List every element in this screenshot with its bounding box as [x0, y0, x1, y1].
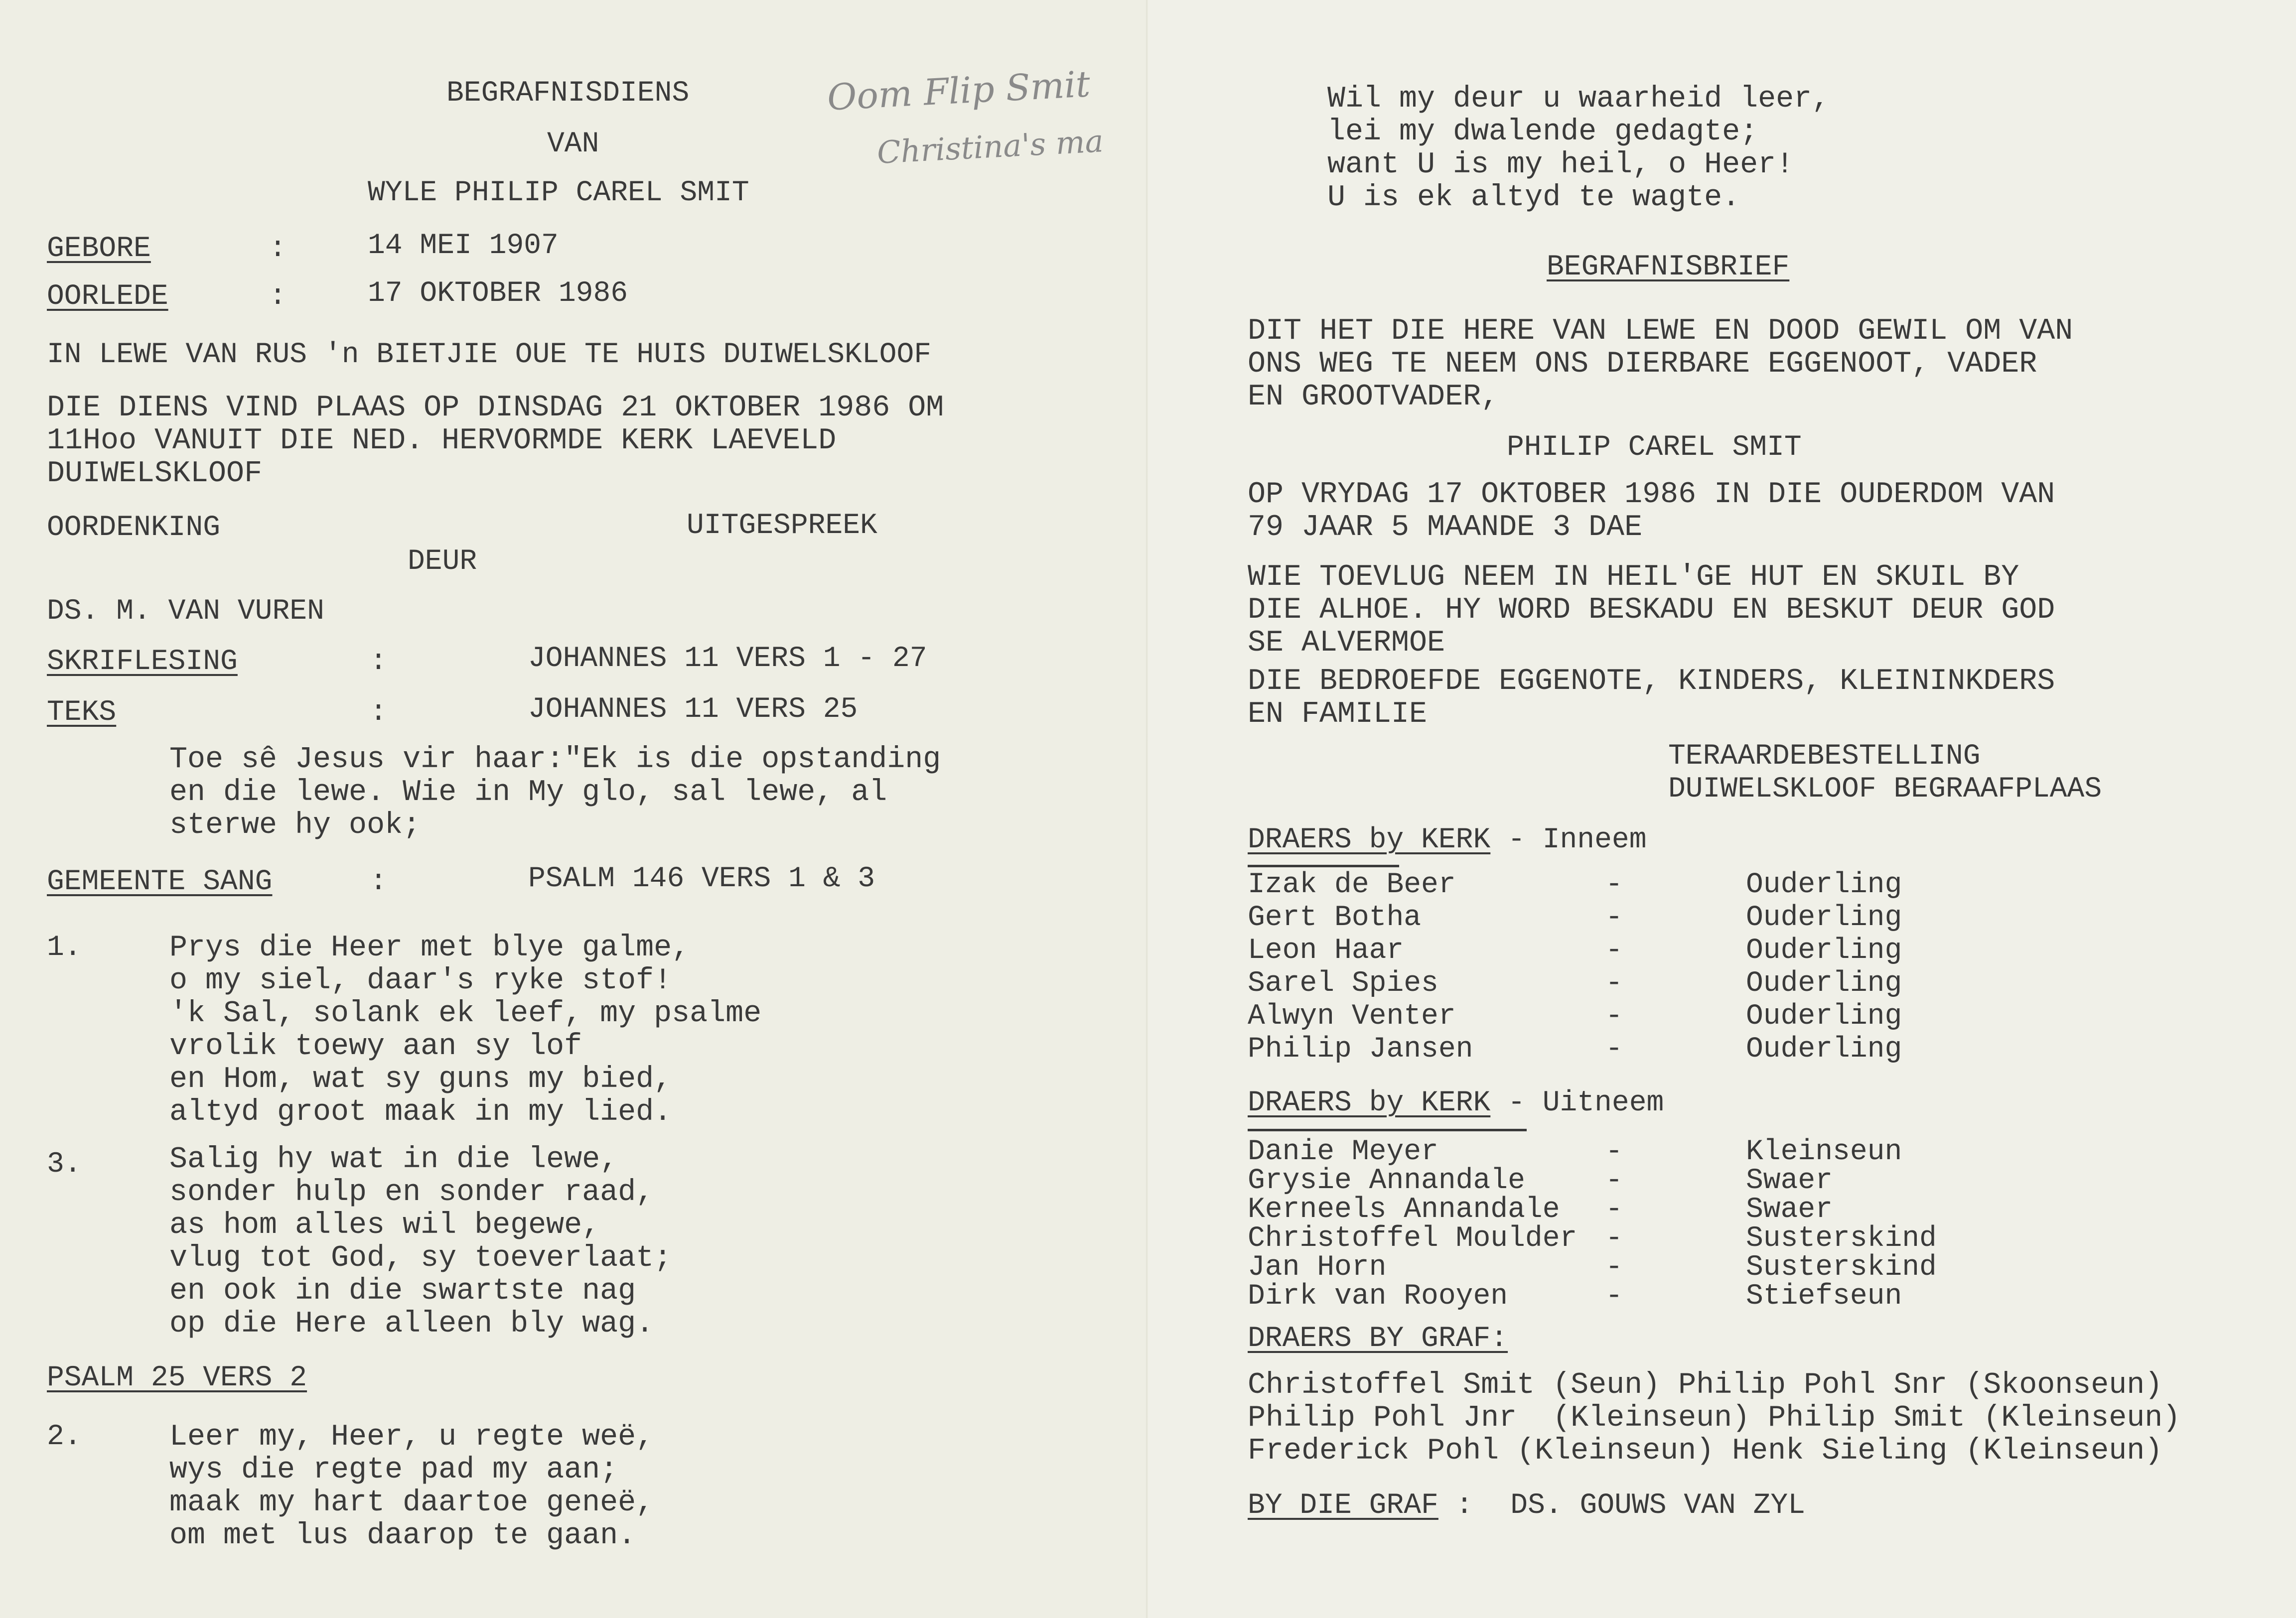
bearer-dash: - — [1605, 1000, 1623, 1033]
grave-bearers-list: Christoffel Smit (Seun) Philip Pohl Snr (Skoonseun) Philip Pohl Jnr (Kleinseun) Philip Smit (Kleinseun) Frederick Pohl (Kleinseun) Henk Sieling (Kleinseun) — [1248, 1368, 2181, 1468]
bearer-name: Sarel Spies — [1248, 967, 1438, 1000]
bearers-out-suffix: - Uitneem — [1490, 1087, 1664, 1119]
bearer-row — [1248, 1136, 2145, 1168]
bearer-role: Susterskind — [1746, 1222, 1937, 1255]
bearer-dash: - — [1605, 1222, 1623, 1255]
title-line-1: BEGRAFNISDIENS — [446, 77, 690, 110]
bearer-name: Kerneels Annandale — [1248, 1194, 1560, 1226]
text-label: TEKS — [47, 696, 117, 729]
at-grave-colon: : — [1438, 1489, 1491, 1522]
at-grave-value: DS. GOUWS VAN ZYL — [1510, 1489, 1805, 1522]
rest-home: IN LEWE VAN RUS 'n BIETJIE OUE TE HUIS DUIWELSKLOOF — [47, 339, 932, 371]
song-colon: : — [370, 866, 387, 898]
bearer-name: Philip Jansen — [1248, 1033, 1473, 1066]
bearers-in-underline — [1248, 824, 1399, 867]
born-colon: : — [269, 233, 287, 265]
deceased-name: PHILIP CAREL SMIT — [1507, 431, 1802, 464]
bearer-role: Susterskind — [1746, 1251, 1937, 1284]
bearer-name: Danie Meyer — [1248, 1136, 1438, 1168]
bearer-role: Ouderling — [1746, 967, 1902, 1000]
bearer-dash: - — [1605, 935, 1623, 967]
bearer-name: Dirk van Rooyen — [1248, 1280, 1508, 1313]
bearer-name: Gert Botha — [1248, 902, 1422, 934]
died-colon: : — [269, 280, 287, 313]
stanza-2-number: 2. — [47, 1421, 82, 1453]
mourners: DIE BEDROEFDE EGGENOTE, KINDERS, KLEININKDERS EN FAMILIE — [1248, 665, 2055, 731]
handwritten-note-2: Christina's ma — [876, 123, 1105, 171]
burial-place: DUIWELSKLOOF BEGRAAFPLAAS — [1668, 773, 2102, 806]
bearer-dash: - — [1605, 967, 1623, 1000]
handwritten-note-1: Oom Flip Smit — [826, 63, 1091, 119]
died-value: 17 OKTOBER 1986 — [368, 277, 628, 310]
bearer-name: Alwyn Venter — [1248, 1000, 1456, 1033]
died-label: OORLEDE — [47, 280, 168, 313]
bearer-row — [1248, 1033, 2145, 1066]
bearer-name: Izak de Beer — [1248, 869, 1456, 901]
song-value: PSALM 146 VERS 1 & 3 — [528, 863, 875, 895]
bearer-row — [1248, 869, 2145, 902]
stanza-2-continuation: Wil my deur u waarheid leer, lei my dwalende gedagte; want U is my heil, o Heer! U is ek altyd te wagte. — [1327, 82, 1830, 215]
burial-title: TERAARDEBESTELLING — [1668, 740, 1981, 773]
bearer-role: Swaer — [1746, 1165, 1833, 1197]
born-label: GEBORE — [47, 233, 151, 265]
at-grave-line — [1248, 1489, 1805, 1522]
letter-title: BEGRAFNISBRIEF — [1547, 251, 1790, 283]
bearer-row — [1248, 935, 2145, 967]
bearer-row — [1248, 902, 2145, 935]
bearer-role: Kleinseun — [1746, 1136, 1902, 1168]
reading-colon: : — [370, 646, 387, 678]
bearer-dash: - — [1605, 1251, 1623, 1284]
grave-bearers-label: DRAERS BY GRAF: — [1248, 1323, 1508, 1355]
bearer-role: Swaer — [1746, 1194, 1833, 1226]
song-label: GEMEENTE SANG — [47, 866, 273, 898]
bearer-name: Grysie Annandale — [1248, 1165, 1525, 1197]
bearer-name: Jan Horn — [1248, 1251, 1387, 1284]
letter-body: DIT HET DIE HERE VAN LEWE EN DOOD GEWIL OM VAN ONS WEG TE NEEM ONS DIERBARE EGGENOOT, VADER EN GROOTVADER, — [1248, 314, 2073, 414]
stanza-1-number: 1. — [47, 932, 82, 964]
stanza-3-text: Salig hy wat in die lewe, sonder hulp en sonder raad, as hom alles wil begewe, vlug tot God, sy toeverlaat; en ook in die swartste nag op die Here alleen bly wag. — [169, 1143, 672, 1341]
meditation-label: OORDENKING — [47, 512, 221, 544]
stanza-2-text: Leer my, Heer, u regte weë, wys die regte pad my aan; maak my hart daartoe geneë, om met lus daarop te gaan. — [169, 1420, 654, 1553]
bearer-dash: - — [1605, 1280, 1623, 1313]
bearer-role: Ouderling — [1746, 869, 1902, 901]
bearer-role: Ouderling — [1746, 935, 1902, 967]
bearer-row — [1248, 1251, 2145, 1284]
bearer-row — [1248, 1222, 2145, 1255]
bearer-name: Christoffel Moulder — [1248, 1222, 1578, 1255]
bearer-row — [1248, 1000, 2145, 1033]
reading-value: JOHANNES 11 VERS 1 - 27 — [528, 643, 927, 675]
bearer-row — [1248, 1165, 2145, 1197]
verse-quote: Toe sê Jesus vir haar:"Ek is die opstanding en die lewe. Wie in My glo, sal lewe, al sterwe hy ook; — [169, 743, 941, 842]
bearer-row — [1248, 1280, 2145, 1313]
bearer-role: Stiefseun — [1746, 1280, 1902, 1313]
bearers-out-underline — [1248, 1087, 1527, 1131]
bearers-in-suffix: - Inneem — [1490, 824, 1647, 856]
reading-label: SKRIFLESING — [47, 646, 238, 678]
right-page — [1148, 0, 2296, 1618]
text-colon: : — [370, 696, 387, 729]
bearer-name: Leon Haar — [1248, 935, 1404, 967]
bearer-dash: - — [1605, 869, 1623, 901]
title-line-2: VAN — [547, 128, 599, 160]
bearer-dash: - — [1605, 1165, 1623, 1197]
meditation-by: DEUR — [408, 545, 477, 578]
bearers-in-label: DRAERS by KERK — [1248, 824, 1491, 856]
bearer-dash: - — [1605, 902, 1623, 934]
psalm-25-label: PSALM 25 VERS 2 — [47, 1362, 307, 1394]
stanza-1-text: Prys die Heer met blye galme, o my siel, daar's ryke stof! 'k Sal, solank ek leef, my psalme vrolik toewy aan sy lof en Hom, wat sy guns my bied, altyd groot maak in my lied. — [169, 931, 762, 1129]
born-value: 14 MEI 1907 — [368, 230, 559, 262]
bearer-dash: - — [1605, 1136, 1623, 1168]
service-details: DIE DIENS VIND PLAAS OP DINSDAG 21 OKTOBER 1986 OM 11Hoo VANUIT DIE NED. HERVORMDE KERK LAEVELD DUIWELSKLOOF — [47, 391, 944, 491]
bearer-dash: - — [1605, 1033, 1623, 1066]
bearers-out-label: DRAERS by KERK — [1248, 1087, 1491, 1119]
meditation-delivered: UITGESPREEK — [687, 510, 877, 542]
title-line-3: WYLE PHILIP CAREL SMIT — [368, 177, 749, 209]
bearer-role: Ouderling — [1746, 902, 1902, 934]
bearer-role: Ouderling — [1746, 1000, 1902, 1033]
at-grave-label: BY DIE GRAF — [1248, 1489, 1438, 1522]
refuge-text: WIE TOEVLUG NEEM IN HEIL'GE HUT EN SKUIL BY DIE ALHOE. HY WORD BESKADU EN BESKUT DEUR GOD SE ALVERMOE — [1248, 560, 2055, 660]
bearer-dash: - — [1605, 1194, 1623, 1226]
bearer-row — [1248, 967, 2145, 1000]
stanza-3-number: 3. — [47, 1148, 82, 1181]
date-and-age: OP VRYDAG 17 OKTOBER 1986 IN DIE OUDERDOM VAN 79 JAAR 5 MAANDE 3 DAE — [1248, 478, 2055, 544]
bearer-role: Ouderling — [1746, 1033, 1902, 1066]
text-value: JOHANNES 11 VERS 25 — [528, 693, 858, 726]
minister-name: DS. M. VAN VUREN — [47, 595, 324, 628]
bearer-row — [1248, 1194, 2145, 1226]
